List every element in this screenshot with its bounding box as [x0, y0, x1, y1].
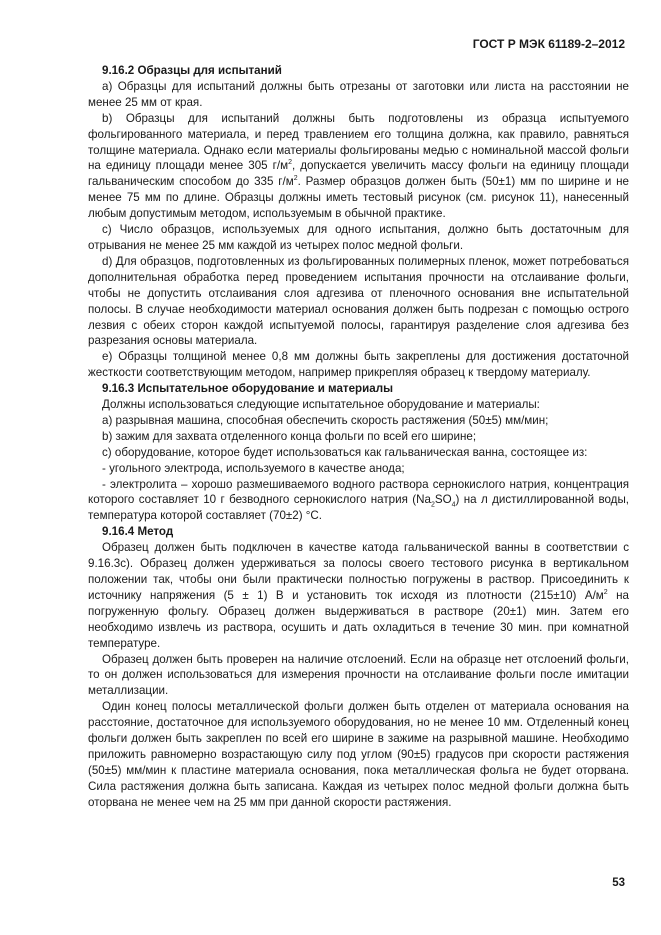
list-item: - электролита – хорошо размешиваемого водного раствора сернокислого натрия, концентрация которого составляет 10 г безводного сернокислого натрия $(Na_2SO_4)$ на л дистиллированной воды, температура которой составляет (70±2) °С.	[88, 477, 629, 523]
paragraph: Должны использоваться следующие испытательное оборудование и материалы:	[102, 398, 540, 412]
list-item: b) зажим для захвата отделенного конца фольги по всей его ширине;	[102, 429, 477, 443]
section-heading: 9.16.3 Испытательное оборудование и материалы	[102, 382, 393, 396]
paragraph: е) Образцы толщиной менее 0,8 мм должны быть закреплены для достижения достаточной жесткости соответствующим методом, например прикрепляя образец к твердому материалу.	[88, 350, 629, 380]
list-item: а) разрывная машина, способная обеспечить скорость растяжения (50±5) мм/мин;	[102, 413, 549, 427]
paragraph: а) Образцы для испытаний должны быть отрезаны от заготовки или листа на расстоянии не менее 25 мм от края.	[88, 79, 629, 109]
list-item: - угольного электрода, используемого в качестве анода;	[102, 461, 405, 475]
page-number: 53	[612, 877, 625, 889]
list-item: с) оборудование, которое будет использоваться как гальваническая ванна, состоящее из:	[102, 445, 588, 459]
standard-header: ГОСТ Р МЭК 61189-2–2012	[472, 37, 625, 51]
paragraph: d) Для образцов, подготовленных из фольгированных полимерных пленок, может потребоваться дополнительная обработка перед проведением испытания прочности на отслаивание фольги, чтобы не допустить отслаивания слоя адгезива от пленочного основания вне испытательной полосы. В случае необходимости материал основания должен быть подрезан с помощью острого лезвия с обеих сторон каждой испытуемой полосы, гарантируя разделение слоя адгезива без разрезания основы материала.	[88, 254, 629, 348]
section-heading: 9.16.4 Метод	[102, 525, 174, 539]
section-heading: 9.16.2 Образцы для испытаний	[102, 64, 282, 77]
paragraph: Образец должен быть проверен на наличие отслоений. Если на образце нет отслоений фольги, то он должен использоваться для измерения прочности на отслаивание фольги после имитации металлизации.	[88, 652, 629, 698]
paragraph: b) Образцы для испытаний должны быть подготовлены из образца испытуемого фольгированного материала, и перед травлением его толщина должна, как правило, равняться толщине материала. Однако если материалы фольгированы медью с номинальной массой фольги на единицу площади менее 305 $г/м^2$, допускается увеличить массу фольги на единицу площади гальваническим способом до 335 $г/м^2$. Размер образцов должен быть (50±1) мм по ширине и не менее 75 мм по длине. Образцы должны иметь тестовый рисунок (см. рисунок 11), нанесенный любым допустимым методом, используемым в обычной практике.	[88, 111, 629, 221]
paragraph: с) Число образцов, используемых для одного испытания, должно быть достаточным для отрывания не менее 25 мм каждой из четырех полос медной фольги.	[88, 223, 629, 252]
paragraph: Образец должен быть подключен в качестве катода гальванической ванны в соответствии с 9.16.3с). Образец должен удерживаться за полосы своего тестового рисунка в вертикальном положении так, чтобы они были практически полностью погружены в раствор. Присоединить к источнику напряжения (5 ± 1) В и установить ток исходя из плотности (215±10) $А/м^2$ на погруженную фольгу. Образец должен выдерживаться в растворе (20±1) мин. Затем его необходимо извлечь из раствора, осушить и дать охладиться в течение 30 мин. при комнатной температуре.	[88, 541, 629, 650]
document-body	[88, 63, 629, 811]
paragraph: Один конец полосы металлической фольги должен быть отделен от материала основания на расстояние, достаточное для используемого оборудования, но не менее 10 мм. Отделенный конец фольги должен быть закреплен по всей его ширине в зажиме на разрывной машине. Необходимо приложить равномерно возрастающую силу под углом (90±5) градусов при скорости растяжения (50±5) мм/мин к пластине материала основания, пока металлическая фольга не будет оторвана. Сила растяжения должна быть записана. Каждая из четырех полос медной фольги должна быть оторвана не менее чем на 25 мм при данной скорости растяжения.	[88, 700, 629, 809]
